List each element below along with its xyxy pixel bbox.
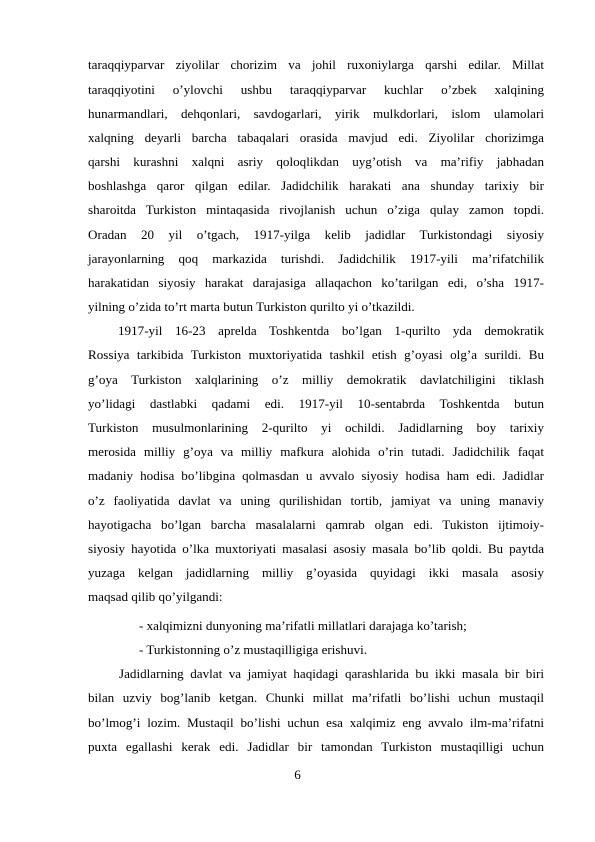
paragraph-line: xalqning deyarli barcha tabaqalari orasida mavjud edi. Ziyolilar chorizimga [88,130,544,145]
paragraph-line: Oradan 20 yil o’tgach, 1917-yilga kelib jadidlar Turkistondagi siyosiy [88,227,544,242]
paragraph-line: yo’lidagi dastlabki qadami edi. 1917-yil 10-sentabrda Toshkentda butun [88,396,544,411]
paragraph-line: taraqqiyparvar ziyolilar chorizim va johil ruxoniylarga qarshi edilar. Millat [88,57,544,72]
paragraph-line: siyosiy hayotida o’lka muxtoriyati masalasi asosiy masala bo’lib qoldi. Bu paytda [88,541,544,556]
paragraph-line: yilning o’zida to’rt marta butun Turkiston qurilto yi o’tkazildi. [88,299,415,314]
paragraph-first-line: Jadidlarning davlat va jamiyat haqidagi qarashlarida bu ikki masala bir biri [119,666,544,681]
paragraph-first-line: 1917-yil 16-23 aprelda Toshkentda bo’lgan 1-qurilto yda demokratik [118,323,544,338]
paragraph-line: Rossiya tarkibida Turkiston muxtoriyatida tashkil etish g’oyasi olg’a surildi. Bu [88,347,544,362]
paragraph-line: taraqqiyotini o’ylovchi ushbu taraqqiyparvar kuchlar o’zbek xalqining [88,82,544,97]
paragraph-line: bilan uzviy bog’lanib ketgan. Chunki millat ma’rifatli bo’lishi uchun mustaqil [88,690,544,705]
paragraph-line: g’oya Turkiston xalqlarining o’z milliy demokratik davlatchiligini tiklash [88,372,544,387]
paragraph-line: Turkiston musulmonlarining 2-qurilto yi ochildi. Jadidlarning boy tarixiy [88,420,544,435]
paragraph-line: hunarmandlari, dehqonlari, savdogarlari, yirik mulkdorlari, islom ulamolari [88,106,544,121]
paragraph-line: puxta egallashi kerak edi. Jadidlar bir tamondan Turkiston mustaqilligi uchun [88,739,544,754]
paragraph-line: jarayonlarning qoq markazida turishdi. Jadidchilik 1917-yili ma’rifatchilik [88,251,544,266]
paragraph-line: merosida milliy g’oya va milliy mafkura alohida o’rin tutadi. Jadidchilik faqat [88,444,544,459]
paragraph-line: yuzaga kelgan jadidlarning milliy g’oyasida quyidagi ikki masala asosiy [88,565,544,580]
paragraph-line: o’z faoliyatida davlat va uning qurilishidan tortib, jamiyat va uning manaviy [88,493,544,508]
paragraph-line: maqsad qilib qo’yilgandi: [88,589,223,604]
paragraph-line: sharoitda Turkiston mintaqasida rivojlanish uchun o’ziga qulay zamon topdi. [88,202,544,217]
list-item: - xalqimizni dunyoning ma’rifatli millatlari darajaga ko’tarish; [139,618,467,633]
page-number: 6 [294,767,301,782]
list-item: - Turkistonning o’z mustaqilligiga erishuvi. [139,642,368,657]
paragraph-line: madaniy hodisa bo’libgina qolmasdan u avvalo siyosiy hodisa ham edi. Jadidlar [88,468,544,483]
paragraph-line: qarshi kurashni xalqni asriy qoloqlikdan uyg’otish va ma’rifiy jabhadan [88,154,544,169]
paragraph-line: bo’lmog’i lozim. Mustaqil bo’lishi uchun esa xalqimiz eng avvalo ilm-ma’rifatni [88,715,544,730]
paragraph-line: hayotigacha bo’lgan barcha masalalarni qamrab olgan edi. Tukiston ijtimoiy- [88,517,544,532]
paragraph-line: harakatidan siyosiy harakat darajasiga allaqachon ko’tarilgan edi, o’sha 1917- [88,275,544,290]
paragraph-line: boshlashga qaror qilgan edilar. Jadidchilik harakati ana shunday tarixiy bir [88,178,544,193]
